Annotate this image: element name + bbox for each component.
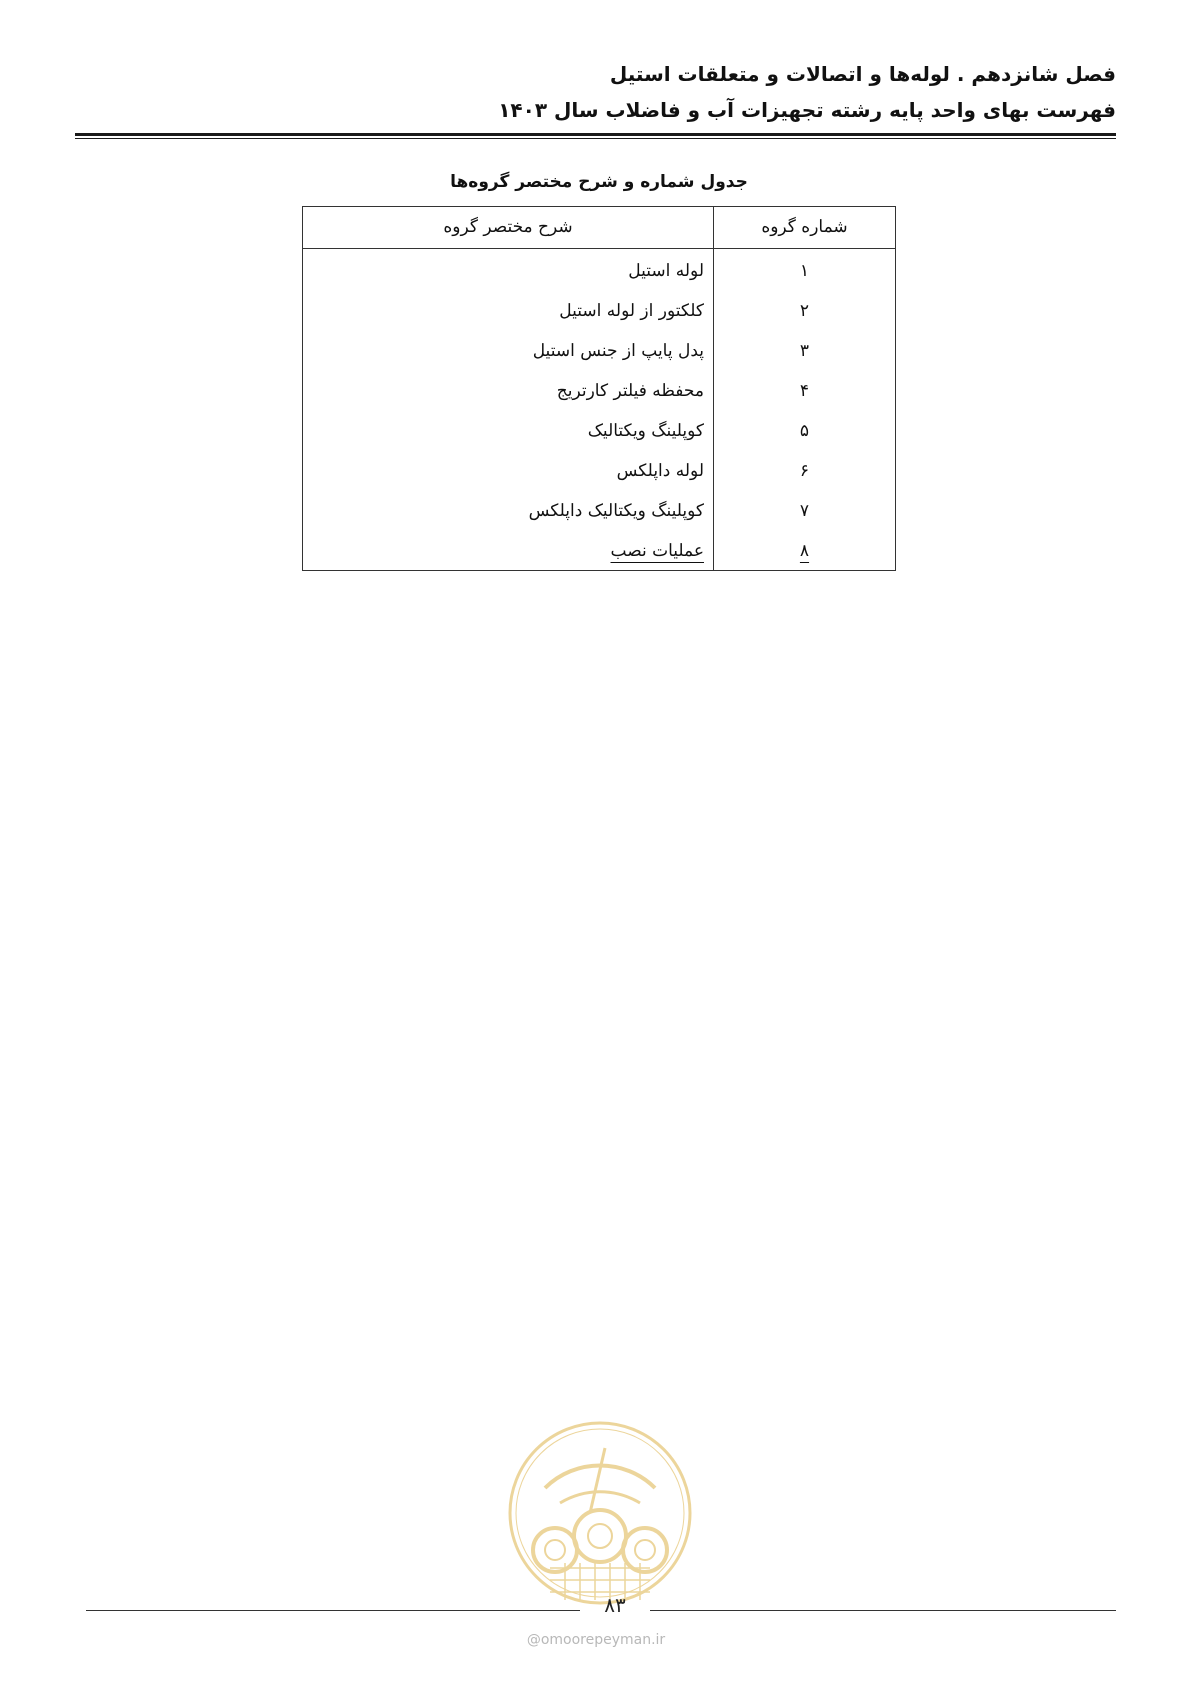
- watermark-logo-icon: [505, 1418, 695, 1608]
- table-header-row: [303, 207, 895, 249]
- table-row: [303, 416, 895, 456]
- table-row: [303, 456, 895, 496]
- group-description-cell: لوله استیل: [628, 261, 704, 281]
- at-icon: @: [526, 1632, 541, 1648]
- group-number-cell: ۵: [799, 421, 810, 441]
- group-description-cell: عملیات نصب: [610, 541, 704, 561]
- group-number-cell: ۳: [799, 341, 810, 361]
- group-description-cell: لوله داپلکس: [616, 461, 704, 481]
- groups-table: [302, 206, 896, 571]
- group-number-cell: ۲: [799, 301, 810, 321]
- group-number-cell: ۶: [799, 461, 810, 481]
- table-row: [303, 536, 895, 576]
- group-description-cell: کوپلینگ ویکتالیک داپلکس: [528, 501, 704, 521]
- table-body: [303, 256, 895, 576]
- watermark-url: [496, 1632, 696, 1648]
- footer-divider-right: [650, 1610, 1116, 1611]
- group-description-cell: کوپلینگ ویکتالیک: [587, 421, 704, 441]
- page-number: ۸۳: [604, 1593, 626, 1617]
- group-description-cell: کلکتور از لوله استیل: [559, 301, 704, 321]
- group-number-cell: ۸: [799, 541, 810, 561]
- header-divider-thick: [75, 133, 1116, 136]
- table-row: [303, 296, 895, 336]
- watermark-logo: [505, 1418, 695, 1608]
- table-row: [303, 336, 895, 376]
- header-divider-thin: [75, 138, 1116, 139]
- table-row: [303, 256, 895, 296]
- page-header: [76, 56, 1116, 128]
- group-number-cell: ۷: [799, 501, 810, 521]
- group-number-cell: ۴: [799, 381, 810, 401]
- table-row: [303, 496, 895, 536]
- watermark-url-text: omoorepeyman.ir: [540, 1632, 666, 1648]
- header-group-description: شرح مختصر گروه: [443, 217, 573, 237]
- header-group-number: شماره گروه: [761, 217, 848, 237]
- group-description-cell: محفظه فیلتر کارتریج: [556, 381, 704, 401]
- table-row: [303, 376, 895, 416]
- group-number-cell: ۱: [799, 261, 810, 281]
- table-title: جدول شماره و شرح مختصر گروه‌ها: [450, 172, 748, 192]
- group-description-cell: پدل پایپ از جنس استیل: [532, 341, 704, 361]
- document-title: فهرست بهای واحد پایه رشته تجهیزات آب و فاضلاب سال ۱۴۰۳: [498, 98, 1116, 122]
- footer-divider-left: [86, 1610, 580, 1611]
- chapter-title: فصل شانزدهم . لوله‌ها و اتصالات و متعلقات استیل: [609, 62, 1116, 86]
